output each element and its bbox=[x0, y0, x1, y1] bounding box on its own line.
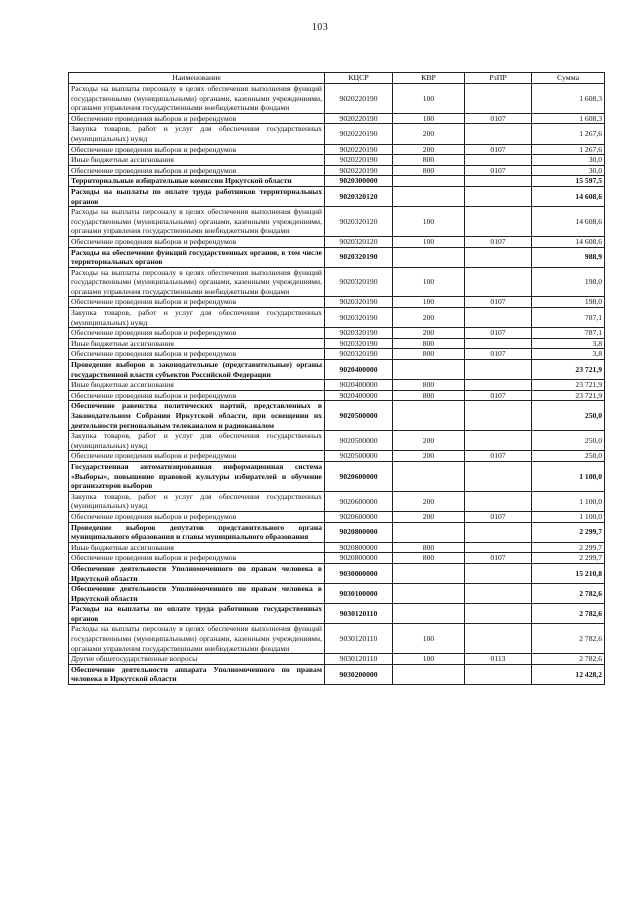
row-kcsr-cell: 9020600000 bbox=[325, 491, 393, 511]
row-name-cell: Обеспечение проведения выборов и референдумов bbox=[69, 297, 325, 308]
row-name-cell: Обеспечение равенства политических партий, представленных в Законодательном Собрании Иркутской области, при освещении их деятельности региональным телеканалом и радиоканалом bbox=[69, 401, 325, 431]
row-name-cell: Расходы на выплаты персоналу в целях обеспечения выполнения функций государственными (муниципальными) органами, казенными учреждениями, органами управления государственными внебюджетными фондами bbox=[69, 267, 325, 297]
row-rzpr-cell bbox=[465, 124, 532, 144]
row-kvr-cell: 800 bbox=[393, 553, 465, 564]
row-kvr-cell: 200 bbox=[393, 451, 465, 462]
row-rzpr-cell: 0113 bbox=[465, 654, 532, 665]
table-row bbox=[69, 451, 605, 462]
row-name-cell: Расходы на выплаты персоналу в целях обеспечения выполнения функций государственными (муниципальными) органами, казенными учреждениями, органами управления государственными внебюджетными фондами bbox=[69, 624, 325, 654]
row-sum-cell: 1 100,0 bbox=[532, 511, 605, 522]
row-rzpr-cell bbox=[465, 584, 532, 604]
table-row bbox=[69, 124, 605, 144]
row-kvr-cell: 100 bbox=[393, 84, 465, 114]
row-sum-cell: 988,9 bbox=[532, 247, 605, 267]
row-name-cell: Обеспечение проведения выборов и референдумов bbox=[69, 451, 325, 462]
table-row bbox=[69, 176, 605, 187]
row-rzpr-cell: 0107 bbox=[465, 553, 532, 564]
row-kvr-cell bbox=[393, 176, 465, 187]
row-sum-cell: 2 782,6 bbox=[532, 654, 605, 665]
row-sum-cell: 30,0 bbox=[532, 165, 605, 176]
row-kvr-cell: 200 bbox=[393, 491, 465, 511]
row-kcsr-cell: 9020220190 bbox=[325, 113, 393, 124]
row-sum-cell: 1 267,6 bbox=[532, 124, 605, 144]
row-rzpr-cell bbox=[465, 360, 532, 380]
row-rzpr-cell bbox=[465, 431, 532, 451]
row-rzpr-cell: 0107 bbox=[465, 236, 532, 247]
row-rzpr-cell bbox=[465, 604, 532, 624]
row-rzpr-cell: 0107 bbox=[465, 297, 532, 308]
table-row bbox=[69, 563, 605, 583]
table-row bbox=[69, 247, 605, 267]
row-rzpr-cell bbox=[465, 176, 532, 187]
row-kvr-cell: 800 bbox=[393, 155, 465, 166]
header-sum: Сумма bbox=[532, 73, 605, 84]
row-sum-cell: 14 608,6 bbox=[532, 207, 605, 237]
row-sum-cell: 250,0 bbox=[532, 401, 605, 431]
row-kvr-cell bbox=[393, 664, 465, 684]
table-row bbox=[69, 654, 605, 665]
row-kcsr-cell: 9020800000 bbox=[325, 522, 393, 542]
row-kvr-cell: 200 bbox=[393, 431, 465, 451]
row-name-cell: Расходы на выплаты по оплате труда работников государственных органов bbox=[69, 604, 325, 624]
row-rzpr-cell: 0107 bbox=[465, 328, 532, 339]
row-rzpr-cell bbox=[465, 186, 532, 206]
row-rzpr-cell bbox=[465, 491, 532, 511]
row-kcsr-cell: 9020300000 bbox=[325, 176, 393, 187]
row-kcsr-cell: 9020320120 bbox=[325, 186, 393, 206]
row-sum-cell: 250,0 bbox=[532, 431, 605, 451]
row-kcsr-cell: 9020320190 bbox=[325, 338, 393, 349]
row-kcsr-cell: 9020500000 bbox=[325, 431, 393, 451]
row-rzpr-cell bbox=[465, 207, 532, 237]
row-kvr-cell: 200 bbox=[393, 124, 465, 144]
row-kcsr-cell: 9020220190 bbox=[325, 155, 393, 166]
table-row bbox=[69, 360, 605, 380]
row-sum-cell: 1 608,3 bbox=[532, 113, 605, 124]
row-name-cell: Обеспечение деятельности Уполномоченного по правам человека в Иркутской области bbox=[69, 584, 325, 604]
page-number: 103 bbox=[311, 22, 329, 33]
row-rzpr-cell bbox=[465, 401, 532, 431]
row-kvr-cell: 200 bbox=[393, 511, 465, 522]
row-name-cell: Закупка товаров, работ и услуг для обеспечения государственных (муниципальных) нужд bbox=[69, 308, 325, 328]
header-kvr: КВР bbox=[393, 73, 465, 84]
row-name-cell: Территориальные избирательные комиссии Иркутской области bbox=[69, 176, 325, 187]
table-row bbox=[69, 84, 605, 114]
row-name-cell: Расходы на выплаты по оплате труда работников территориальных органов bbox=[69, 186, 325, 206]
row-name-cell: Закупка товаров, работ и услуг для обеспечения государственных (муниципальных) нужд bbox=[69, 431, 325, 451]
table-row bbox=[69, 584, 605, 604]
row-rzpr-cell bbox=[465, 624, 532, 654]
row-rzpr-cell: 0107 bbox=[465, 451, 532, 462]
row-kcsr-cell: 9020320190 bbox=[325, 349, 393, 360]
row-sum-cell: 15 210,8 bbox=[532, 563, 605, 583]
row-name-cell: Расходы на выплаты персоналу в целях обеспечения выполнения функций государственными (муниципальными) органами, казенными учреждениями, органами управления государственными внебюджетными фондами bbox=[69, 207, 325, 237]
row-kvr-cell bbox=[393, 247, 465, 267]
row-kcsr-cell: 9020400000 bbox=[325, 360, 393, 380]
row-rzpr-cell bbox=[465, 308, 532, 328]
row-name-cell: Обеспечение проведения выборов и референдумов bbox=[69, 511, 325, 522]
row-rzpr-cell: 0107 bbox=[465, 390, 532, 401]
row-name-cell: Обеспечение проведения выборов и референдумов bbox=[69, 390, 325, 401]
row-sum-cell: 23 721,9 bbox=[532, 360, 605, 380]
row-kvr-cell: 100 bbox=[393, 113, 465, 124]
row-name-cell: Обеспечение проведения выборов и референдумов bbox=[69, 236, 325, 247]
table-row bbox=[69, 380, 605, 391]
row-kcsr-cell: 9020800000 bbox=[325, 553, 393, 564]
row-rzpr-cell bbox=[465, 542, 532, 553]
row-name-cell: Обеспечение деятельности аппарата Уполномоченного по правам человека в Иркутской области bbox=[69, 664, 325, 684]
row-kcsr-cell: 9020500000 bbox=[325, 401, 393, 431]
row-kcsr-cell: 9020400000 bbox=[325, 380, 393, 391]
row-name-cell: Обеспечение проведения выборов и референдумов bbox=[69, 328, 325, 339]
row-sum-cell: 1 100,0 bbox=[532, 491, 605, 511]
header-name: Наименование bbox=[69, 73, 325, 84]
row-name-cell: Другие общегосударственные вопросы bbox=[69, 654, 325, 665]
row-rzpr-cell: 0107 bbox=[465, 349, 532, 360]
row-sum-cell: 14 608,6 bbox=[532, 236, 605, 247]
budget-table bbox=[68, 72, 605, 685]
row-kcsr-cell: 9030120110 bbox=[325, 604, 393, 624]
table-row bbox=[69, 491, 605, 511]
row-kvr-cell bbox=[393, 584, 465, 604]
row-sum-cell: 12 428,2 bbox=[532, 664, 605, 684]
row-sum-cell: 3,8 bbox=[532, 338, 605, 349]
row-sum-cell: 198,0 bbox=[532, 267, 605, 297]
row-sum-cell: 2 299,7 bbox=[532, 542, 605, 553]
row-kcsr-cell: 9030120110 bbox=[325, 654, 393, 665]
row-name-cell: Обеспечение проведения выборов и референдумов bbox=[69, 349, 325, 360]
row-sum-cell: 250,0 bbox=[532, 451, 605, 462]
row-rzpr-cell bbox=[465, 563, 532, 583]
table-row bbox=[69, 401, 605, 431]
row-kvr-cell: 800 bbox=[393, 390, 465, 401]
row-rzpr-cell: 0107 bbox=[465, 113, 532, 124]
row-rzpr-cell bbox=[465, 338, 532, 349]
row-kcsr-cell: 9020320190 bbox=[325, 328, 393, 339]
row-sum-cell: 2 299,7 bbox=[532, 522, 605, 542]
row-name-cell: Расходы на выплаты персоналу в целях обеспечения выполнения функций государственными (муниципальными) органами, казенными учреждениями, органами управления государственными внебюджетными фондами bbox=[69, 84, 325, 114]
row-name-cell: Обеспечение деятельности Уполномоченного по правам человека в Иркутской области bbox=[69, 563, 325, 583]
table-row bbox=[69, 664, 605, 684]
row-kcsr-cell: 9020320120 bbox=[325, 236, 393, 247]
row-name-cell: Иные бюджетные ассигнования bbox=[69, 155, 325, 166]
row-name-cell: Обеспечение проведения выборов и референдумов bbox=[69, 113, 325, 124]
table-row bbox=[69, 113, 605, 124]
row-kvr-cell: 100 bbox=[393, 267, 465, 297]
row-kcsr-cell: 9020500000 bbox=[325, 451, 393, 462]
row-sum-cell: 1 100,0 bbox=[532, 461, 605, 491]
row-rzpr-cell: 0107 bbox=[465, 511, 532, 522]
row-kcsr-cell: 9030000000 bbox=[325, 563, 393, 583]
row-kcsr-cell: 9020600000 bbox=[325, 461, 393, 491]
row-sum-cell: 15 597,5 bbox=[532, 176, 605, 187]
table-row bbox=[69, 236, 605, 247]
row-kvr-cell: 100 bbox=[393, 236, 465, 247]
row-sum-cell: 198,0 bbox=[532, 297, 605, 308]
row-kvr-cell: 800 bbox=[393, 349, 465, 360]
table-row bbox=[69, 461, 605, 491]
row-sum-cell: 23 721,9 bbox=[532, 390, 605, 401]
row-rzpr-cell bbox=[465, 247, 532, 267]
table-row bbox=[69, 511, 605, 522]
table-row bbox=[69, 165, 605, 176]
table-row bbox=[69, 144, 605, 155]
row-kcsr-cell: 9020320190 bbox=[325, 247, 393, 267]
row-rzpr-cell bbox=[465, 84, 532, 114]
row-kcsr-cell: 9020320190 bbox=[325, 267, 393, 297]
row-kvr-cell: 800 bbox=[393, 380, 465, 391]
table-row bbox=[69, 431, 605, 451]
row-kvr-cell: 200 bbox=[393, 328, 465, 339]
row-kvr-cell: 100 bbox=[393, 297, 465, 308]
row-kcsr-cell: 9030200000 bbox=[325, 664, 393, 684]
row-kcsr-cell: 9020220190 bbox=[325, 124, 393, 144]
row-sum-cell: 30,0 bbox=[532, 155, 605, 166]
row-kcsr-cell: 9020400000 bbox=[325, 390, 393, 401]
row-sum-cell: 2 782,6 bbox=[532, 584, 605, 604]
row-sum-cell: 1 267,6 bbox=[532, 144, 605, 155]
row-rzpr-cell bbox=[465, 267, 532, 297]
table-row bbox=[69, 390, 605, 401]
row-kvr-cell bbox=[393, 563, 465, 583]
row-name-cell: Обеспечение проведения выборов и референдумов bbox=[69, 165, 325, 176]
row-kvr-cell: 100 bbox=[393, 207, 465, 237]
row-name-cell: Обеспечение проведения выборов и референдумов bbox=[69, 553, 325, 564]
row-kvr-cell: 800 bbox=[393, 165, 465, 176]
row-kcsr-cell: 9020220190 bbox=[325, 165, 393, 176]
row-rzpr-cell bbox=[465, 380, 532, 391]
table-row bbox=[69, 207, 605, 237]
row-kvr-cell bbox=[393, 186, 465, 206]
row-kcsr-cell: 9020220190 bbox=[325, 144, 393, 155]
row-kvr-cell bbox=[393, 461, 465, 491]
row-name-cell: Закупка товаров, работ и услуг для обеспечения государственных (муниципальных) нужд bbox=[69, 124, 325, 144]
row-kcsr-cell: 9030120110 bbox=[325, 624, 393, 654]
row-sum-cell: 2 782,6 bbox=[532, 624, 605, 654]
row-kvr-cell bbox=[393, 604, 465, 624]
row-name-cell: Государственная автоматизированная информационная система «Выборы», повышение правовой культуры избирателей и обучение организаторов выборов bbox=[69, 461, 325, 491]
table-row bbox=[69, 297, 605, 308]
row-sum-cell: 23 721,9 bbox=[532, 380, 605, 391]
row-kvr-cell bbox=[393, 401, 465, 431]
row-rzpr-cell: 0107 bbox=[465, 165, 532, 176]
row-kvr-cell: 800 bbox=[393, 338, 465, 349]
table-row bbox=[69, 624, 605, 654]
row-name-cell: Иные бюджетные ассигнования bbox=[69, 380, 325, 391]
table-row bbox=[69, 338, 605, 349]
row-name-cell: Обеспечение проведения выборов и референдумов bbox=[69, 144, 325, 155]
row-sum-cell: 3,8 bbox=[532, 349, 605, 360]
row-kvr-cell: 100 bbox=[393, 654, 465, 665]
row-name-cell: Закупка товаров, работ и услуг для обеспечения государственных (муниципальных) нужд bbox=[69, 491, 325, 511]
row-name-cell: Иные бюджетные ассигнования bbox=[69, 338, 325, 349]
table-row bbox=[69, 308, 605, 328]
row-kcsr-cell: 9020600000 bbox=[325, 511, 393, 522]
row-sum-cell: 2 299,7 bbox=[532, 553, 605, 564]
table-row bbox=[69, 604, 605, 624]
table-row bbox=[69, 267, 605, 297]
row-sum-cell: 787,1 bbox=[532, 328, 605, 339]
header-kcsr: КЦСР bbox=[325, 73, 393, 84]
row-kcsr-cell: 9020220190 bbox=[325, 84, 393, 114]
row-kcsr-cell: 9020320190 bbox=[325, 297, 393, 308]
row-kcsr-cell: 9020800000 bbox=[325, 542, 393, 553]
row-rzpr-cell bbox=[465, 155, 532, 166]
table-body bbox=[69, 84, 605, 685]
row-sum-cell: 14 608,6 bbox=[532, 186, 605, 206]
row-kcsr-cell: 9030100000 bbox=[325, 584, 393, 604]
row-kvr-cell: 100 bbox=[393, 624, 465, 654]
table-row bbox=[69, 349, 605, 360]
row-name-cell: Проведение выборов депутатов представительного органа муниципального образования и главы муниципального образования bbox=[69, 522, 325, 542]
row-kvr-cell: 800 bbox=[393, 542, 465, 553]
table-row bbox=[69, 522, 605, 542]
table-row bbox=[69, 186, 605, 206]
row-name-cell: Расходы на обеспечение функций государственных органов, в том числе территориальных органов bbox=[69, 247, 325, 267]
row-kcsr-cell: 9020320120 bbox=[325, 207, 393, 237]
row-name-cell: Проведение выборов в законодательные (представительные) органы государственной власти субъектов Российской Федерации bbox=[69, 360, 325, 380]
row-kvr-cell bbox=[393, 360, 465, 380]
row-kcsr-cell: 9020320190 bbox=[325, 308, 393, 328]
header-rzpr: РзПР bbox=[465, 73, 532, 84]
table-row bbox=[69, 155, 605, 166]
table-row bbox=[69, 542, 605, 553]
row-kvr-cell bbox=[393, 522, 465, 542]
table-row bbox=[69, 553, 605, 564]
table-header-row bbox=[69, 73, 605, 84]
row-kvr-cell: 200 bbox=[393, 144, 465, 155]
row-rzpr-cell: 0107 bbox=[465, 144, 532, 155]
row-rzpr-cell bbox=[465, 461, 532, 491]
table-row bbox=[69, 328, 605, 339]
row-sum-cell: 2 782,6 bbox=[532, 604, 605, 624]
row-sum-cell: 1 608,3 bbox=[532, 84, 605, 114]
row-name-cell: Иные бюджетные ассигнования bbox=[69, 542, 325, 553]
row-kvr-cell: 200 bbox=[393, 308, 465, 328]
row-sum-cell: 787,1 bbox=[532, 308, 605, 328]
row-rzpr-cell bbox=[465, 664, 532, 684]
row-rzpr-cell bbox=[465, 522, 532, 542]
